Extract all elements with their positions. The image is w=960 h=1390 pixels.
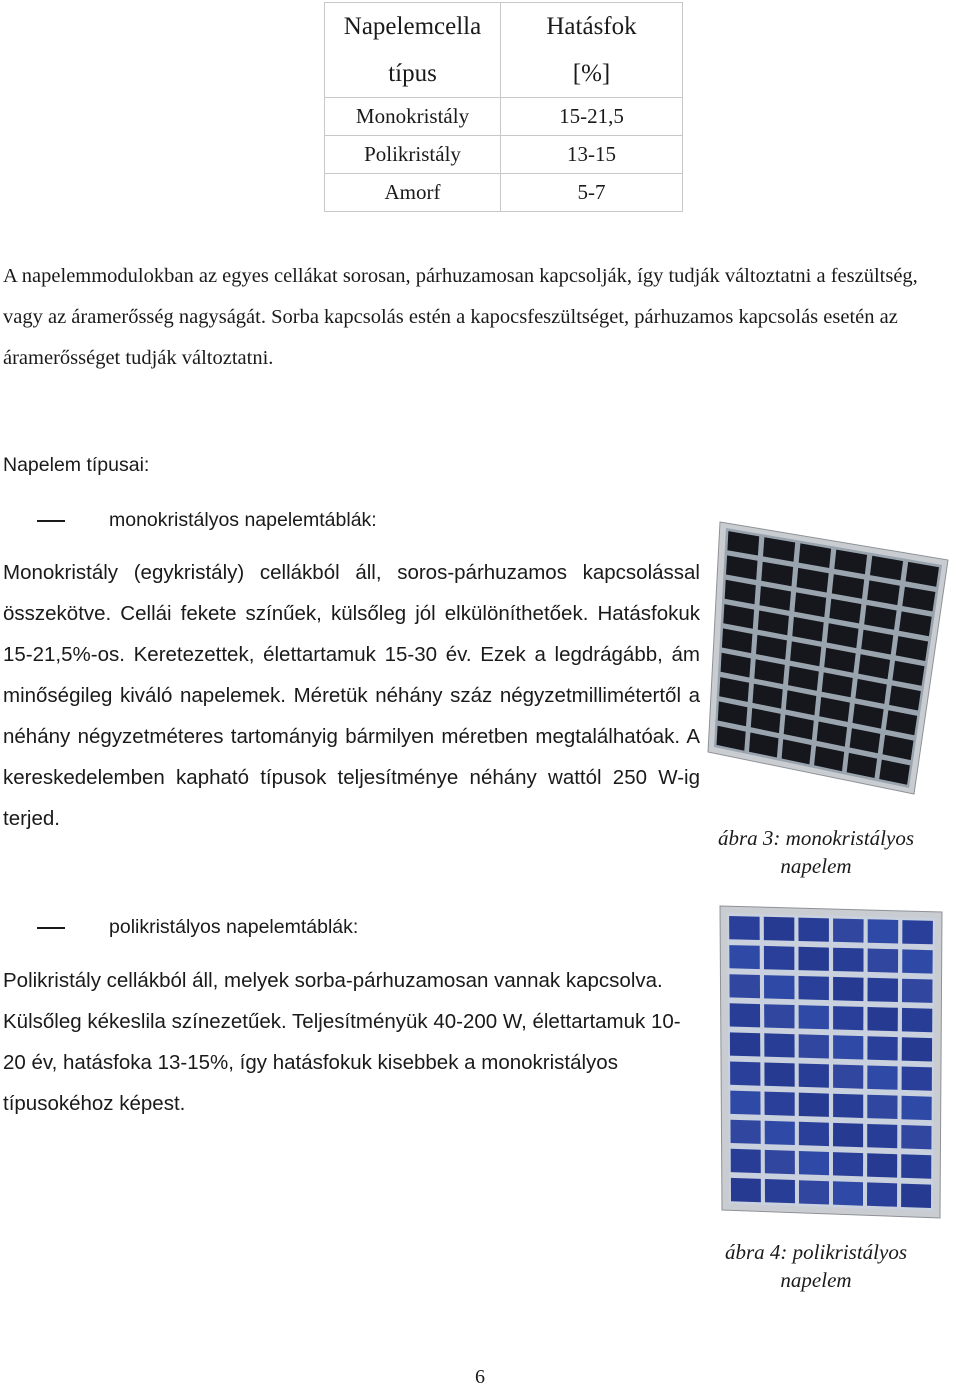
types-heading: Napelem típusai: bbox=[3, 454, 150, 476]
panel-cell bbox=[764, 1063, 794, 1087]
panel-cell bbox=[867, 1153, 897, 1177]
panel-cell bbox=[867, 1182, 897, 1206]
panel-cell bbox=[833, 1006, 863, 1030]
panel-cell bbox=[901, 1125, 931, 1149]
poly-bullet-text: polikristályos napelemtáblák: bbox=[109, 916, 359, 938]
panel-cell bbox=[833, 1065, 863, 1089]
mono-bullet bbox=[3, 509, 377, 532]
poly-bullet bbox=[3, 916, 358, 939]
panel-cell bbox=[867, 1066, 897, 1090]
panel-cell bbox=[833, 1094, 863, 1118]
panel-cell bbox=[765, 1092, 795, 1116]
panel-cell bbox=[902, 949, 933, 973]
poly-caption: ábra 4: polikristályos napelem bbox=[725, 1240, 907, 1292]
mono-bullet-text: monokristályos napelemtáblák: bbox=[109, 509, 377, 531]
panel-cell bbox=[833, 948, 863, 972]
panel-cell bbox=[764, 1033, 794, 1057]
panel-cell bbox=[833, 1035, 863, 1059]
header-cell-type bbox=[325, 3, 501, 98]
panel-cell bbox=[764, 1004, 794, 1028]
panel-cell bbox=[833, 1152, 863, 1176]
panel-cell bbox=[799, 1005, 829, 1029]
table-cell: 13-15 bbox=[501, 136, 683, 174]
panel-cell bbox=[901, 1184, 931, 1208]
table-header-row bbox=[325, 3, 683, 98]
header-text: típus bbox=[388, 60, 437, 87]
panel-cell bbox=[799, 1151, 829, 1175]
panel-cell bbox=[868, 919, 899, 943]
panel-cell bbox=[764, 975, 795, 999]
panel-cell bbox=[799, 1093, 829, 1117]
panel-cell bbox=[731, 1149, 761, 1173]
panel-cell bbox=[902, 920, 933, 944]
mono-caption: ábra 3: monokristályos napelem bbox=[718, 826, 914, 878]
panel-cell bbox=[731, 1120, 761, 1144]
panel-cell bbox=[902, 979, 933, 1003]
page-number: 6 bbox=[475, 1366, 485, 1388]
mono-panel-image bbox=[706, 520, 950, 796]
panel-cell bbox=[730, 1091, 760, 1115]
table-row bbox=[325, 136, 683, 174]
table-cell: Monokristály bbox=[325, 98, 501, 136]
poly-panel-image bbox=[718, 904, 944, 1220]
panel-cell bbox=[868, 978, 899, 1002]
panel-cell bbox=[833, 1123, 863, 1147]
panel-cell bbox=[902, 1067, 932, 1091]
panel-cell bbox=[765, 1121, 795, 1145]
poly-paragraph: Polikristály cellákból áll, melyek sorba-párhuzamosan vannak kapcsolva. Külsőleg kékeslila színezetűek. Teljesítményük 40-200 W, élettartamuk 10-20 év, hatásfoka 13-15%, így hatásfokuk kisebbek a monokristályos típusokéhoz képest. bbox=[3, 969, 681, 1115]
panel-cell bbox=[901, 1154, 931, 1178]
header-text: Napelemcella bbox=[343, 13, 482, 40]
panel-cell bbox=[764, 946, 795, 970]
panel-cell bbox=[902, 1008, 932, 1032]
panel-cell bbox=[729, 945, 760, 969]
dash-icon bbox=[37, 927, 65, 929]
panel-cell bbox=[765, 1179, 795, 1203]
panel-cell bbox=[799, 1064, 829, 1088]
mono-paragraph: Monokristály (egykristály) cellákból áll, soros-párhuzamos kapcsolással összekötve. Cellái fekete színűek, külsőleg jól elkülöníthetőek. Hatásfokuk 15-21,5%-os. Keretezettek, élettartamuk 15-30 év. Ezek a legdrágább, ám minőségileg kiváló napelemek. Méretük néhány száz négyzetmillimétertől a néhány négyzetméteres tartományig bármilyen méretben megtalálhatóak. A kereskedelemben kapható típusok teljesítménye néhány wattól 250 W-ig terjed. bbox=[3, 561, 700, 830]
table-cell: 5-7 bbox=[501, 174, 683, 212]
panel-cell bbox=[868, 1007, 898, 1031]
table-cell: Amorf bbox=[325, 174, 501, 212]
table-cell: Polikristály bbox=[325, 136, 501, 174]
panel-cell bbox=[833, 919, 864, 943]
panel-cell bbox=[902, 1096, 932, 1120]
panel-cell bbox=[799, 976, 829, 1000]
panel-cell bbox=[868, 949, 899, 973]
panel-cell bbox=[730, 974, 761, 998]
panel-cell bbox=[902, 1037, 932, 1061]
panel-cell bbox=[833, 1181, 863, 1205]
panel-cell bbox=[764, 917, 795, 941]
panel-cell bbox=[867, 1036, 897, 1060]
panel-cell bbox=[730, 1003, 760, 1027]
panel-cell bbox=[799, 1122, 829, 1146]
panel-cell bbox=[729, 916, 760, 940]
panel-cell bbox=[730, 1032, 760, 1056]
intro-paragraph: A napelemmodulokban az egyes cellákat sorosan, párhuzamosan kapcsolják, így tudják változtatni a feszültség, vagy az áramerősség nagyságát. Sorba kapcsolás estén a kapocsfeszültséget, párhuzamos kapcsolás esetén az áramerősséget tudják változtatni. bbox=[3, 265, 918, 369]
dash-icon bbox=[37, 520, 65, 522]
table-row bbox=[325, 174, 683, 212]
panel-cell bbox=[798, 918, 829, 942]
panel-cell bbox=[867, 1124, 897, 1148]
header-text: [%] bbox=[572, 60, 611, 87]
panel-cell bbox=[731, 1178, 761, 1202]
header-text: Hatásfok bbox=[546, 13, 637, 40]
panel-cell bbox=[730, 1062, 760, 1086]
panel-cell bbox=[867, 1095, 897, 1119]
panel-cell bbox=[799, 1034, 829, 1058]
panel-cell bbox=[799, 947, 829, 971]
table-row bbox=[325, 98, 683, 136]
panel-cell bbox=[765, 1150, 795, 1174]
table-cell: 15-21,5 bbox=[501, 98, 683, 136]
header-cell-efficiency bbox=[501, 3, 683, 98]
panel-cell bbox=[799, 1180, 829, 1204]
efficiency-table bbox=[324, 2, 683, 212]
panel-cell bbox=[833, 977, 863, 1001]
